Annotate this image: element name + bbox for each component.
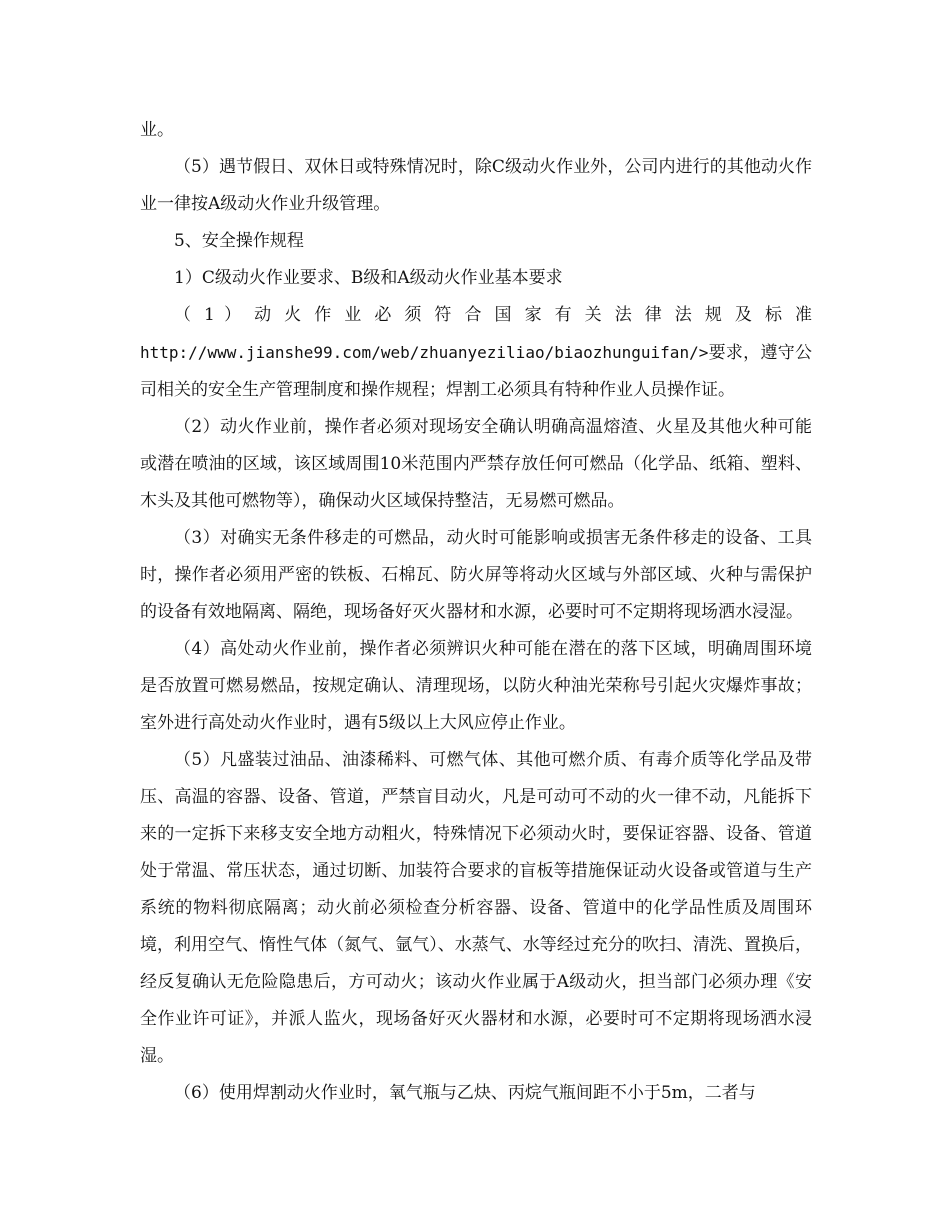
paragraph-item-1-suffix: 要求，遵守公司相关的安全生产管理制度和操作规程；焊割工必须具有特种作业人员操作证。 <box>140 343 812 400</box>
paragraph-item-1-rest <box>140 334 812 409</box>
standards-link[interactable]: http://www.jianshe99.com/web/zhuanyeziliao/biaozhunguifan/> <box>140 343 709 362</box>
paragraph-item-5: （5）凡盛装过油品、油漆稀料、可燃气体、其他可燃介质、有毒介质等化学品及带压、高温的容器、设备、管道，严禁盲目动火，凡是可动可不动的火一律不动，凡能拆下来的一定拆下来移支安全地方动粗火，特殊情况下必须动火时，要保证容器、设备、管道处于常温、常压状态，通过切断、加装符合要求的盲板等措施保证动火设备或管道与生产系统的物料彻底隔离；动火前必须检查分析容器、设备、管道中的化学品性质及周围环境，利用空气、惰性气体（氮气、氩气）、水蒸气、水等经过充分的吹扫、清洗、置换后，经反复确认无危险隐患后，方可动火；该动火作业属于A级动火，担当部门必须办理《安全作业许可证》，并派人监火，现场备好灭火器材和水源，必要时可不定期将现场洒水浸湿。 <box>140 750 812 1066</box>
subsection-heading-requirements: 1）C级动火作业要求、B级和A级动火作业基本要求 <box>174 268 563 288</box>
paragraph-item-6: （6）使用焊割动火作业时，氧气瓶与乙炔、丙烷气瓶间距不小于5m，二者与 <box>174 1083 756 1103</box>
paragraph-item-4: （4）高处动火作业前，操作者必须辨识火种可能在潜在的落下区域，明确周围环境是否放置可燃易燃品，按规定确认、清理现场，以防火种油光荣称号引起火灾爆炸事故；室外进行高处动火作业时，遇有5级以上大风应停止作业。 <box>140 639 812 733</box>
paragraph-item-2: （2）动火作业前，操作者必须对现场安全确认明确高温熔渣、火星及其他火种可能或潜在喷油的区域，该区域周围10米范围内严禁存放任何可燃品（化学品、纸箱、塑料、木头及其他可燃物等），确保动火区域保持整洁，无易燃可燃品。 <box>140 417 812 511</box>
paragraph-continuation: 业。 <box>140 120 174 140</box>
section-heading-safety-procedures: 5、安全操作规程 <box>174 231 304 251</box>
paragraph-item-3: （3）对确实无条件移走的可燃品，动火时可能影响或损害无条件移走的设备、工具时，操作者必须用严密的铁板、石棉瓦、防火屏等将动火区域与外部区域、火种与需保护的设备有效地隔离、隔绝，现场备好灭火器材和水源，必要时可不定期将现场洒水浸湿。 <box>140 528 812 622</box>
paragraph-item-1-line1: （ 1 ） 动 火 作 业 必 须 符 合 国 家 有 关 法 律 法 规 及 标 准 <box>174 305 812 325</box>
paragraph-holiday-rule: （5）遇节假日、双休日或特殊情况时，除C级动火作业外，公司内进行的其他动火作业一律按A级动火作业升级管理。 <box>140 157 812 214</box>
document-body <box>140 112 812 1112</box>
